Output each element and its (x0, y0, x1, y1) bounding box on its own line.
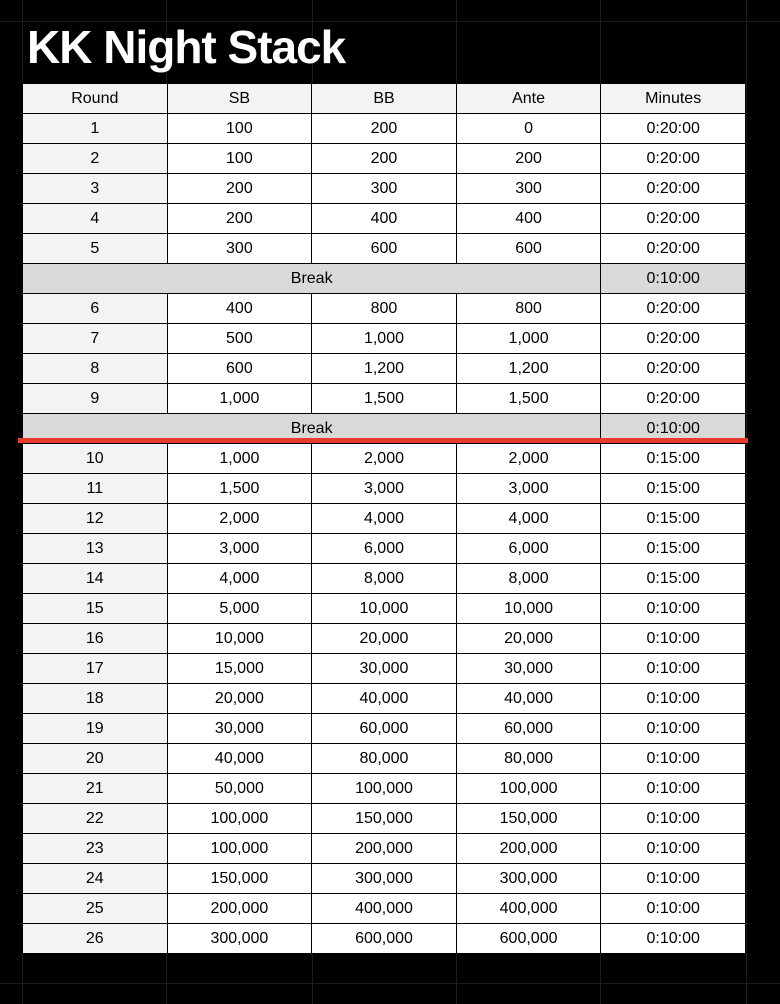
sb-cell[interactable]: 1,000 (167, 444, 312, 474)
sb-cell[interactable]: 50,000 (167, 774, 312, 804)
minutes-cell[interactable]: 0:20:00 (601, 114, 746, 144)
round-cell[interactable]: 20 (23, 744, 168, 774)
level-row (23, 864, 746, 894)
sb-cell[interactable]: 100 (167, 114, 312, 144)
minutes-cell[interactable]: 0:20:00 (601, 144, 746, 174)
round-cell[interactable]: 18 (23, 684, 168, 714)
bb-cell[interactable]: 300 (312, 174, 457, 204)
bb-cell[interactable]: 4,000 (312, 504, 457, 534)
minutes-cell[interactable]: 0:10:00 (601, 834, 746, 864)
ante-cell[interactable]: 1,000 (456, 324, 601, 354)
ante-cell[interactable]: 4,000 (456, 504, 601, 534)
round-cell[interactable]: 1 (23, 114, 168, 144)
minutes-cell[interactable]: 0:10:00 (601, 654, 746, 684)
level-row (23, 474, 746, 504)
minutes-cell[interactable]: 0:10:00 (601, 804, 746, 834)
minutes-cell[interactable]: 0:15:00 (601, 474, 746, 504)
bb-cell[interactable]: 80,000 (312, 744, 457, 774)
minutes-cell[interactable]: 0:15:00 (601, 504, 746, 534)
ante-cell[interactable]: 80,000 (456, 744, 601, 774)
round-cell[interactable]: 9 (23, 384, 168, 414)
col-header-minutes[interactable]: Minutes (601, 84, 746, 114)
break-label-cell[interactable]: Break (23, 414, 601, 444)
level-row (23, 504, 746, 534)
level-row (23, 834, 746, 864)
round-cell[interactable]: 25 (23, 894, 168, 924)
minutes-cell[interactable]: 0:20:00 (601, 204, 746, 234)
ante-cell[interactable]: 300 (456, 174, 601, 204)
level-row (23, 924, 746, 954)
minutes-cell[interactable]: 0:20:00 (601, 354, 746, 384)
round-cell[interactable]: 2 (23, 144, 168, 174)
ante-cell[interactable]: 800 (456, 294, 601, 324)
bb-cell[interactable]: 6,000 (312, 534, 457, 564)
ante-cell[interactable]: 6,000 (456, 534, 601, 564)
break-minutes-cell[interactable]: 0:10:00 (601, 414, 746, 444)
ante-cell[interactable]: 30,000 (456, 654, 601, 684)
minutes-cell[interactable]: 0:15:00 (601, 564, 746, 594)
round-cell[interactable]: 16 (23, 624, 168, 654)
sb-cell[interactable]: 30,000 (167, 714, 312, 744)
minutes-cell[interactable]: 0:10:00 (601, 864, 746, 894)
sb-cell[interactable]: 400 (167, 294, 312, 324)
level-row (23, 354, 746, 384)
ante-cell[interactable]: 8,000 (456, 564, 601, 594)
break-minutes-cell[interactable]: 0:10:00 (601, 264, 746, 294)
ante-cell[interactable]: 3,000 (456, 474, 601, 504)
bb-cell[interactable]: 800 (312, 294, 457, 324)
level-row (23, 654, 746, 684)
level-row (23, 714, 746, 744)
level-row (23, 564, 746, 594)
bb-cell[interactable]: 2,000 (312, 444, 457, 474)
sb-cell[interactable]: 200 (167, 204, 312, 234)
bb-cell[interactable]: 300,000 (312, 864, 457, 894)
round-cell[interactable]: 8 (23, 354, 168, 384)
minutes-cell[interactable]: 0:10:00 (601, 714, 746, 744)
ante-cell[interactable]: 20,000 (456, 624, 601, 654)
red-divider-line (18, 438, 748, 443)
minutes-cell[interactable]: 0:15:00 (601, 534, 746, 564)
level-row (23, 144, 746, 174)
sb-cell[interactable]: 20,000 (167, 684, 312, 714)
level-row (23, 624, 746, 654)
ante-cell[interactable]: 2,000 (456, 444, 601, 474)
bb-cell[interactable]: 20,000 (312, 624, 457, 654)
col-header-bb[interactable]: BB (312, 84, 457, 114)
bb-cell[interactable]: 600,000 (312, 924, 457, 954)
ante-cell[interactable]: 600 (456, 234, 601, 264)
level-row (23, 234, 746, 264)
round-cell[interactable]: 12 (23, 504, 168, 534)
minutes-cell[interactable]: 0:20:00 (601, 324, 746, 354)
bb-cell[interactable]: 3,000 (312, 474, 457, 504)
sb-cell[interactable]: 100 (167, 144, 312, 174)
sb-cell[interactable]: 15,000 (167, 654, 312, 684)
bb-cell[interactable]: 40,000 (312, 684, 457, 714)
header-row (23, 84, 746, 114)
minutes-cell[interactable]: 0:10:00 (601, 594, 746, 624)
round-cell[interactable]: 23 (23, 834, 168, 864)
sb-cell[interactable]: 1,000 (167, 384, 312, 414)
sb-cell[interactable]: 4,000 (167, 564, 312, 594)
sb-cell[interactable]: 40,000 (167, 744, 312, 774)
minutes-cell[interactable]: 0:20:00 (601, 174, 746, 204)
sb-cell[interactable]: 1,500 (167, 474, 312, 504)
bb-cell[interactable]: 1,500 (312, 384, 457, 414)
round-cell[interactable]: 14 (23, 564, 168, 594)
level-row (23, 684, 746, 714)
bb-cell[interactable]: 200 (312, 144, 457, 174)
level-row (23, 324, 746, 354)
bb-cell[interactable]: 600 (312, 234, 457, 264)
ante-cell[interactable]: 600,000 (456, 924, 601, 954)
level-row (23, 744, 746, 774)
round-cell[interactable]: 15 (23, 594, 168, 624)
page-title: KK Night Stack (27, 21, 346, 73)
ante-cell[interactable]: 40,000 (456, 684, 601, 714)
break-label-cell[interactable]: Break (23, 264, 601, 294)
round-cell[interactable]: 26 (23, 924, 168, 954)
sb-cell[interactable]: 200 (167, 174, 312, 204)
col-header-round[interactable]: Round (23, 84, 168, 114)
minutes-cell[interactable]: 0:10:00 (601, 684, 746, 714)
sb-cell[interactable]: 100,000 (167, 834, 312, 864)
round-cell[interactable]: 3 (23, 174, 168, 204)
round-cell[interactable]: 5 (23, 234, 168, 264)
level-row (23, 534, 746, 564)
round-cell[interactable]: 21 (23, 774, 168, 804)
bb-cell[interactable]: 1,200 (312, 354, 457, 384)
ante-cell[interactable]: 100,000 (456, 774, 601, 804)
level-row (23, 444, 746, 474)
round-cell[interactable]: 11 (23, 474, 168, 504)
minutes-cell[interactable]: 0:20:00 (601, 294, 746, 324)
round-cell[interactable]: 17 (23, 654, 168, 684)
bb-cell[interactable]: 10,000 (312, 594, 457, 624)
sb-cell[interactable]: 5,000 (167, 594, 312, 624)
bb-cell[interactable]: 400,000 (312, 894, 457, 924)
background-gridline (0, 983, 780, 984)
sb-cell[interactable]: 500 (167, 324, 312, 354)
sb-cell[interactable]: 200,000 (167, 894, 312, 924)
ante-cell[interactable]: 1,200 (456, 354, 601, 384)
col-header-ante[interactable]: Ante (456, 84, 601, 114)
round-cell[interactable]: 7 (23, 324, 168, 354)
level-row (23, 114, 746, 144)
round-cell[interactable]: 13 (23, 534, 168, 564)
round-cell[interactable]: 19 (23, 714, 168, 744)
ante-cell[interactable]: 1,500 (456, 384, 601, 414)
background-gridline (746, 0, 747, 1004)
level-row (23, 804, 746, 834)
bb-cell[interactable]: 30,000 (312, 654, 457, 684)
minutes-cell[interactable]: 0:10:00 (601, 744, 746, 774)
round-cell[interactable]: 22 (23, 804, 168, 834)
break-row (23, 264, 746, 294)
blind-structure-table (22, 83, 746, 954)
ante-cell[interactable]: 200 (456, 144, 601, 174)
minutes-cell[interactable]: 0:10:00 (601, 924, 746, 954)
round-cell[interactable]: 4 (23, 204, 168, 234)
sb-cell[interactable]: 150,000 (167, 864, 312, 894)
bb-cell[interactable]: 400 (312, 204, 457, 234)
level-row (23, 894, 746, 924)
ante-cell[interactable]: 150,000 (456, 804, 601, 834)
level-row (23, 384, 746, 414)
ante-cell[interactable]: 60,000 (456, 714, 601, 744)
level-row (23, 204, 746, 234)
bb-cell[interactable]: 8,000 (312, 564, 457, 594)
bb-cell[interactable]: 100,000 (312, 774, 457, 804)
minutes-cell[interactable]: 0:20:00 (601, 384, 746, 414)
ante-cell[interactable]: 0 (456, 114, 601, 144)
sb-cell[interactable]: 300,000 (167, 924, 312, 954)
bb-cell[interactable]: 200,000 (312, 834, 457, 864)
sb-cell[interactable]: 300 (167, 234, 312, 264)
sb-cell[interactable]: 600 (167, 354, 312, 384)
col-header-sb[interactable]: SB (167, 84, 312, 114)
ante-cell[interactable]: 10,000 (456, 594, 601, 624)
minutes-cell[interactable]: 0:10:00 (601, 894, 746, 924)
ante-cell[interactable]: 200,000 (456, 834, 601, 864)
sb-cell[interactable]: 3,000 (167, 534, 312, 564)
minutes-cell[interactable]: 0:10:00 (601, 774, 746, 804)
bb-cell[interactable]: 60,000 (312, 714, 457, 744)
minutes-cell[interactable]: 0:10:00 (601, 624, 746, 654)
level-row (23, 294, 746, 324)
bb-cell[interactable]: 150,000 (312, 804, 457, 834)
round-cell[interactable]: 6 (23, 294, 168, 324)
ante-cell[interactable]: 300,000 (456, 864, 601, 894)
level-row (23, 774, 746, 804)
bb-cell[interactable]: 1,000 (312, 324, 457, 354)
minutes-cell[interactable]: 0:15:00 (601, 444, 746, 474)
level-row (23, 594, 746, 624)
ante-cell[interactable]: 400 (456, 204, 601, 234)
ante-cell[interactable]: 400,000 (456, 894, 601, 924)
sb-cell[interactable]: 2,000 (167, 504, 312, 534)
bb-cell[interactable]: 200 (312, 114, 457, 144)
round-cell[interactable]: 24 (23, 864, 168, 894)
sb-cell[interactable]: 10,000 (167, 624, 312, 654)
level-row (23, 174, 746, 204)
minutes-cell[interactable]: 0:20:00 (601, 234, 746, 264)
sb-cell[interactable]: 100,000 (167, 804, 312, 834)
blind-structure-sheet (22, 83, 746, 954)
round-cell[interactable]: 10 (23, 444, 168, 474)
